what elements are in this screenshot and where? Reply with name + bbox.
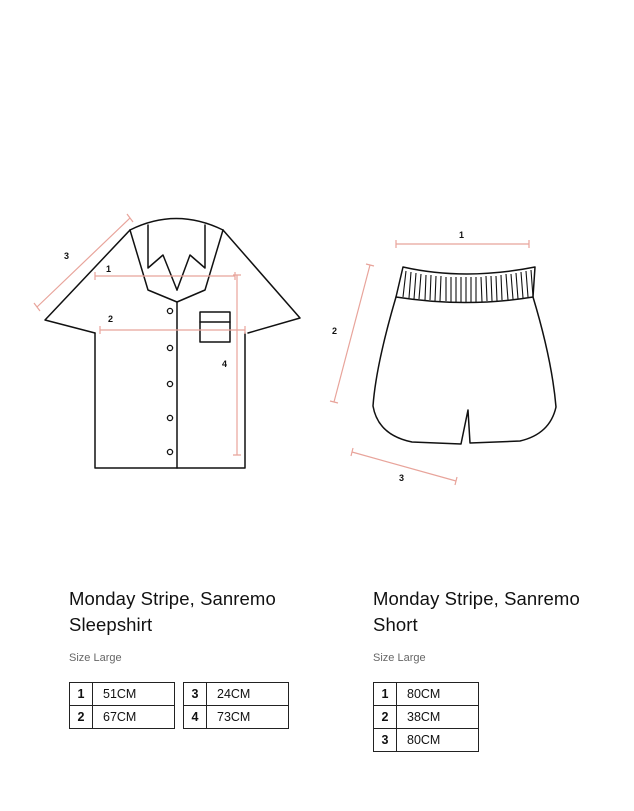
shirt-label-2: 2 xyxy=(108,314,114,324)
measure-line-1 xyxy=(95,272,235,280)
measurement-tables xyxy=(69,682,289,729)
product-title-line2: Short xyxy=(373,614,418,635)
measure-index: 4 xyxy=(184,706,207,729)
short-measure-line-1 xyxy=(396,240,529,248)
measure-line-4 xyxy=(233,275,241,455)
button-dot xyxy=(167,308,172,313)
button-dot xyxy=(167,449,172,454)
product-title-line2: Sleepshirt xyxy=(69,614,153,635)
measure-index: 2 xyxy=(70,706,93,729)
table-row xyxy=(70,683,175,706)
shirt-label-1: 1 xyxy=(106,264,112,274)
measure-index: 1 xyxy=(374,683,397,706)
measure-index: 1 xyxy=(70,683,93,706)
product-title-line1: Monday Stripe, Sanremo xyxy=(69,588,276,609)
measure-value: 73CM xyxy=(207,706,289,729)
measure-value: 67CM xyxy=(93,706,175,729)
short-measure-labels xyxy=(332,230,464,483)
measurement-table xyxy=(183,682,289,729)
product-title xyxy=(69,586,289,638)
size-label: Size Large xyxy=(373,652,426,664)
button-dot xyxy=(167,345,172,350)
measure-index: 3 xyxy=(184,683,207,706)
product-title xyxy=(373,586,580,638)
measurement-table xyxy=(69,682,175,729)
measure-index: 2 xyxy=(374,706,397,729)
product-sleepshirt xyxy=(69,586,289,729)
short-label-1: 1 xyxy=(459,230,465,240)
sleepshirt-measure-labels xyxy=(64,251,227,369)
short-measure-lines xyxy=(330,240,529,485)
measure-value: 51CM xyxy=(93,683,175,706)
measure-value: 24CM xyxy=(207,683,289,706)
measure-value: 80CM xyxy=(397,683,479,706)
short-illustration xyxy=(373,267,556,444)
product-title-line1: Monday Stripe, Sanremo xyxy=(373,588,580,609)
shirt-label-3: 3 xyxy=(64,251,70,261)
table-row xyxy=(374,729,479,752)
measure-line-3 xyxy=(34,214,133,311)
product-short xyxy=(373,586,580,752)
measure-value: 80CM xyxy=(397,729,479,752)
button-dot xyxy=(167,381,172,386)
table-row xyxy=(374,683,479,706)
measure-index: 3 xyxy=(374,729,397,752)
table-row xyxy=(70,706,175,729)
sleepshirt-illustration xyxy=(45,219,300,469)
measurement-table xyxy=(373,682,479,752)
table-row xyxy=(184,706,289,729)
measure-value: 38CM xyxy=(397,706,479,729)
short-waistband-ribs xyxy=(403,270,533,302)
table-row xyxy=(184,683,289,706)
table-row xyxy=(374,706,479,729)
short-label-3: 3 xyxy=(399,473,405,483)
measure-line-2 xyxy=(100,326,245,334)
shirt-label-4: 4 xyxy=(222,359,228,369)
measurement-tables xyxy=(373,682,580,752)
button-dot xyxy=(167,415,172,420)
short-label-2: 2 xyxy=(332,326,338,336)
size-label: Size Large xyxy=(69,652,122,664)
